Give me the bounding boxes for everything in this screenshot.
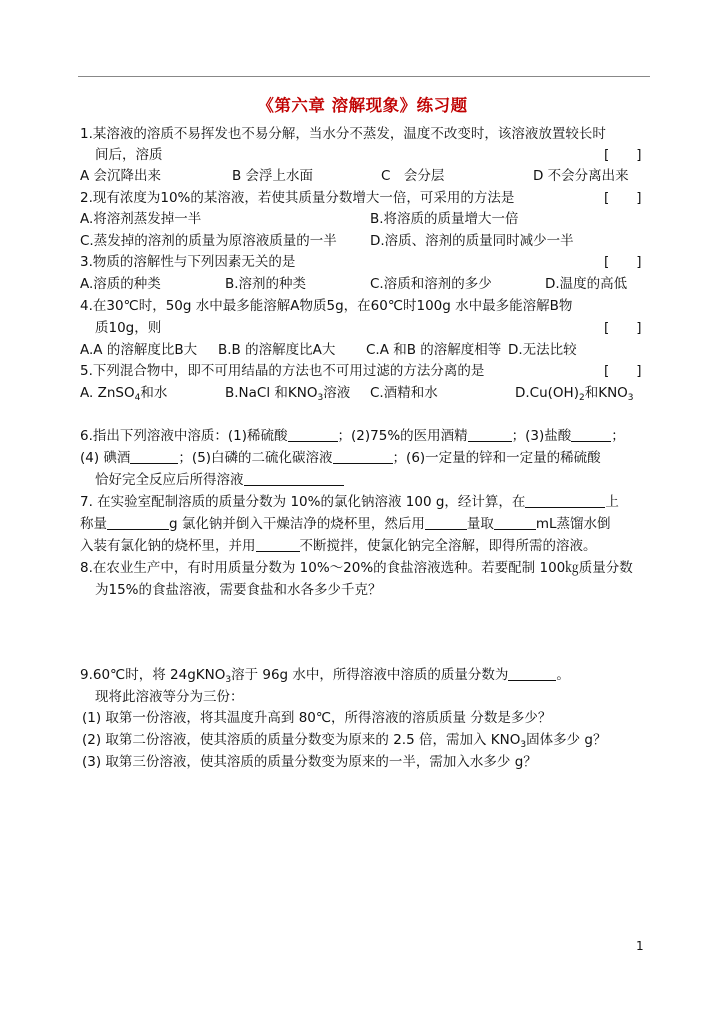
q2-option-c: C.蒸发掉的溶剂的质量为原溶液质量的一半 xyxy=(80,233,337,249)
q3-option-d: D.温度的高低 xyxy=(545,276,628,292)
q9-line3: (1) 取第一份溶液，将其温度升高到 80℃，所得溶液的溶质质量 分数是多少？ xyxy=(82,710,552,726)
q5-option-d-text: 和KNO xyxy=(584,385,628,401)
q3-option-a: A.溶质的种类 xyxy=(80,276,161,292)
q7-part1: 7. 在实验室配制溶质的质量分数为 10%的氯化钠溶液 100 g，经计算，在 xyxy=(80,494,526,510)
q5-option-a-formula: A. ZnSO xyxy=(80,385,135,401)
q6-line2 xyxy=(80,448,601,468)
q6-line1 xyxy=(80,426,625,446)
q8-line1: 8.在农业生产中，有时用质量分数为 10%～20%的食盐溶液选种。若要配制 100㎏质量分数 xyxy=(80,560,633,576)
q4-option-c: C.A 和B 的溶解度相等 xyxy=(366,342,502,358)
q7-part8: 不断搅拌，使氯化钠完全溶解，即得所需的溶液。 xyxy=(299,538,597,554)
q3-option-b: B.溶剂的种类 xyxy=(225,276,307,292)
q2-option-a: A.将溶剂蒸发掉一半 xyxy=(80,211,202,227)
q9-subscript-1: 3 xyxy=(225,675,232,685)
q1-option-c: C 会分层 xyxy=(381,168,445,184)
q7-blank-3[interactable] xyxy=(425,515,467,530)
q2-answer-bracket: [ ] xyxy=(604,190,642,206)
q5-option-a-subscript: 4 xyxy=(134,393,141,403)
q6-line3 xyxy=(95,470,344,490)
q9-blank-1[interactable] xyxy=(508,666,556,681)
q7-part5: 量取 xyxy=(466,516,494,532)
q7-part3: 称量 xyxy=(80,516,107,532)
q1-option-a: A 会沉降出来 xyxy=(80,168,162,184)
q6-blank-2[interactable] xyxy=(468,427,512,442)
q5-answer-bracket: [ ] xyxy=(604,363,642,379)
q1-stem-line1: 1.某溶液的溶质不易挥发也不易分解，当水分不蒸发，温度不改变时，该溶液放置较长时 xyxy=(80,126,606,142)
q9-part5: 固体多少 g？ xyxy=(526,732,607,748)
q2-option-d: D.溶质、溶剂的质量同时减少一半 xyxy=(370,233,574,249)
q2-stem: 2.现有浓度为10%的某溶液，若使其质量分数增大一倍，可采用的方法是 xyxy=(80,190,515,206)
q4-stem-line2: 质10g，则 xyxy=(95,320,162,336)
q8-line2: 为15%的食盐溶液，需要食盐和水各多少千克？ xyxy=(95,582,382,598)
q7-blank-1[interactable] xyxy=(525,493,605,508)
q3-stem: 3.物质的溶解性与下列因素无关的是 xyxy=(80,254,296,270)
q7-blank-2[interactable] xyxy=(107,515,169,530)
page-number: 1 xyxy=(636,939,644,953)
q9-line5: (3) 取第三份溶液，使其溶质的质量分数变为原来的一半，需加入水多少 g？ xyxy=(82,754,537,770)
q4-answer-bracket: [ ] xyxy=(604,320,642,336)
q6-part7: ；(6)一定量的锌和一定量的稀硫酸 xyxy=(392,450,601,466)
q6-blank-1[interactable] xyxy=(288,427,338,442)
q6-part3: ；(3)盐酸 xyxy=(511,428,572,444)
q3-answer-bracket: [ ] xyxy=(604,254,642,270)
q4-option-b: B.B 的溶解度比A大 xyxy=(218,342,336,358)
q9-part3: 。 xyxy=(556,667,570,683)
page-title: 《第六章 溶解现象》练习题 xyxy=(257,96,468,115)
q4-option-d: D.无法比较 xyxy=(508,342,577,358)
q7-line3 xyxy=(80,536,597,556)
q2-option-b: B.将溶质的质量增大一倍 xyxy=(370,211,519,227)
q6-part4: ； xyxy=(611,428,625,444)
q5-option-a xyxy=(80,383,167,408)
q7-part4: g 氯化钠并倒入干燥洁净的烧杯里，然后用 xyxy=(169,516,425,532)
q9-line2: 现将此溶液等分为三份： xyxy=(95,689,244,705)
q5-option-b xyxy=(225,383,350,408)
q4-stem-line1: 4.在30℃时，50g 水中最多能溶解A物质5g，在60℃时100g 水中最多能溶解B物 xyxy=(80,298,573,314)
q1-option-d: D 不会分离出来 xyxy=(533,168,629,184)
q7-part2: 上 xyxy=(605,494,619,510)
q5-option-a-text: 和水 xyxy=(140,385,168,401)
q5-option-d xyxy=(515,383,634,408)
q5-option-b-formula: B.NaCl 和KNO xyxy=(225,385,318,401)
q6-part5: (4) 碘酒 xyxy=(80,450,131,466)
q7-part6: mL蒸馏水倒 xyxy=(535,516,611,532)
q5-option-d-subscript: 2 xyxy=(578,393,585,403)
q6-part6: ；(5)白磷的二硫化碳溶液 xyxy=(178,450,333,466)
q6-part2: ；(2)75%的医用酒精 xyxy=(337,428,468,444)
q1-stem-line2: 间后，溶质 xyxy=(95,147,163,163)
q1-answer-bracket: [ ] xyxy=(604,147,642,163)
q5-option-c: C.酒精和水 xyxy=(370,385,438,401)
q9-part4: (2) 取第二份溶液，使其溶质的质量分数变为原来的 2.5 倍，需加入 KNO xyxy=(82,732,521,748)
header-rule xyxy=(78,76,650,77)
q7-blank-4[interactable] xyxy=(494,515,536,530)
q6-blank-3[interactable] xyxy=(571,427,611,442)
q5-stem: 5.下列混合物中，即不可用结晶的方法也不可用过滤的方法分离的是 xyxy=(80,363,485,379)
q6-blank-4[interactable] xyxy=(130,449,178,464)
q9-part1: 9.60℃时，将 24gKNO xyxy=(80,667,226,683)
q7-line2 xyxy=(80,514,611,534)
q9-part2: 溶于 96g 水中，所得溶液中溶质的质量分数为 xyxy=(231,667,509,683)
q7-part7: 入装有氯化钠的烧杯里，并用 xyxy=(80,538,256,554)
q6-blank-5[interactable] xyxy=(333,449,393,464)
q5-option-d-formula: D.Cu(OH) xyxy=(515,385,579,401)
q7-line1 xyxy=(80,492,619,512)
q7-blank-5[interactable] xyxy=(256,537,300,552)
q4-option-a: A.A 的溶解度比B大 xyxy=(80,342,198,358)
q9-subscript-2: 3 xyxy=(520,740,527,750)
q5-option-b-text: 溶液 xyxy=(323,385,351,401)
q5-option-b-subscript: 3 xyxy=(317,393,324,403)
q6-part8: 恰好完全反应后所得溶液 xyxy=(95,472,244,488)
q5-option-d-subscript-2: 3 xyxy=(627,393,634,403)
q6-part1: 6.指出下列溶液中溶质：(1)稀硫酸 xyxy=(80,428,288,444)
q1-option-b: B 会浮上水面 xyxy=(232,168,314,184)
q6-blank-6[interactable] xyxy=(244,471,344,486)
q3-option-c: C.溶质和溶剂的多少 xyxy=(370,276,492,292)
